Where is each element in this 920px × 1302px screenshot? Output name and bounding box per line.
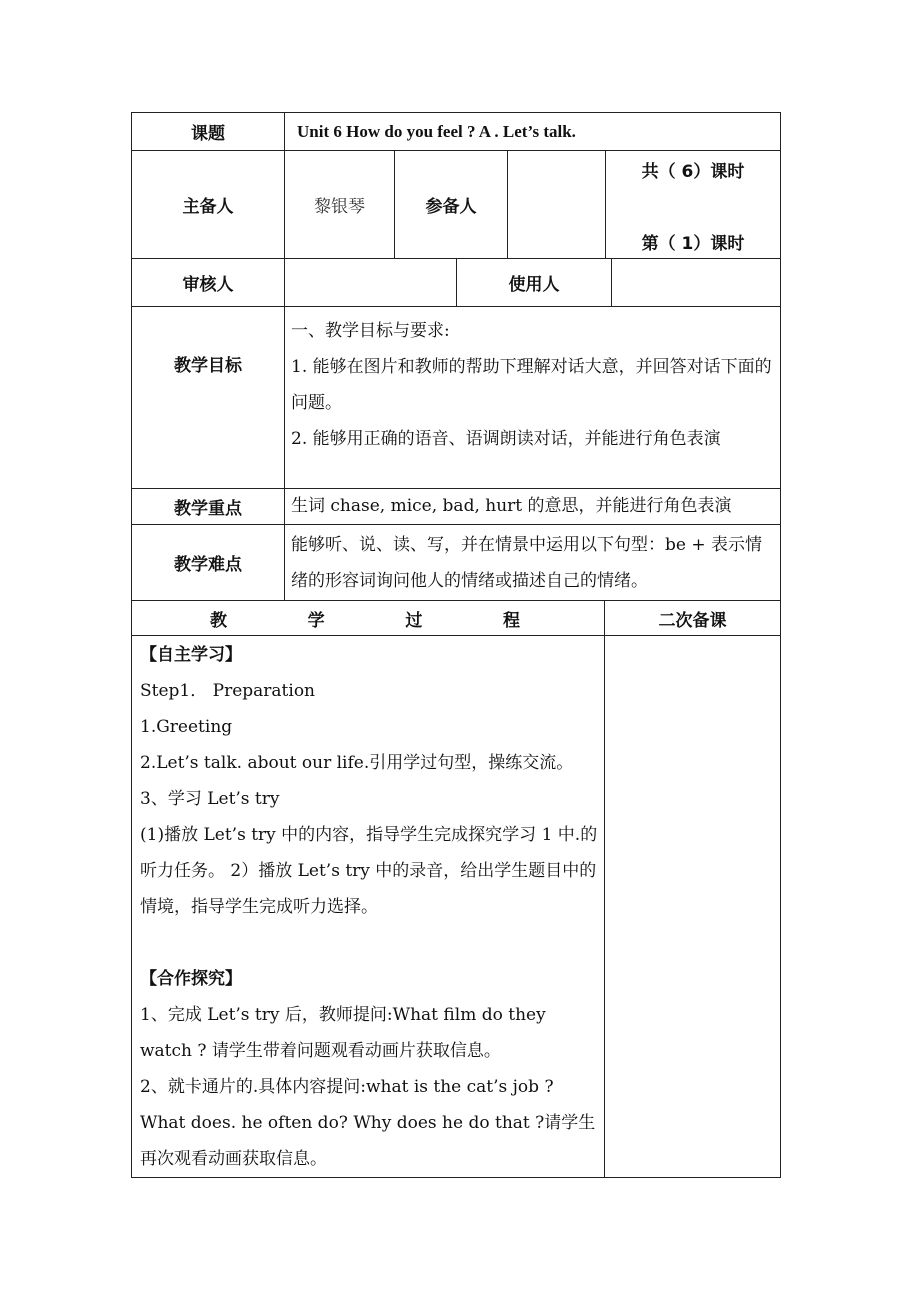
objectives-row: [131, 306, 781, 488]
objectives-heading: 一、教学目标与要求:: [291, 321, 450, 341]
user-value: [611, 259, 780, 306]
co-preparer-label: 参备人: [394, 151, 507, 258]
key-points-value: 生词 chase, mice, bad, hurt 的意思，并能进行角色表演: [284, 489, 780, 524]
difficult-points-row: [131, 524, 781, 600]
try-steps: (1)播放 Let’s try 中的内容，指导学生完成探究学习 1 中.的听力任务。 2）播放 Let’s try 中的录音，给出学生题目中的情境，指导学生完成听力选择。: [140, 825, 598, 917]
greeting: 1.Greeting: [140, 717, 233, 737]
objectives-content: [284, 307, 780, 488]
second-prep-notes: [604, 636, 780, 1177]
step1: Step1． Preparation: [140, 681, 315, 701]
main-preparer-label: 主备人: [182, 197, 234, 217]
learn-try: 3、学习 Let’s try: [140, 789, 280, 809]
process-char-3: 过: [405, 610, 423, 631]
lets-talk: 2.Let’s talk. about our life.引用学过句型，操练交流。: [140, 753, 574, 773]
reviewer-label: 审核人: [182, 275, 234, 295]
process-char-4: 程: [502, 610, 520, 631]
key-points-label: 教学重点: [174, 499, 242, 519]
objective-item-2: 2. 能够用正确的语音、语调朗读对话，并能进行角色表演: [291, 429, 721, 449]
coop-item-1: 1、完成 Let’s try 后，教师提问:What film do they watch ? 请学生带着问题观看动画片获取信息。: [140, 1005, 546, 1061]
process-header: [132, 601, 604, 635]
preparer-row: [131, 150, 781, 258]
spacer: [140, 925, 600, 961]
main-preparer-value: 黎银琴: [284, 151, 394, 258]
reviewer-value: [284, 259, 456, 306]
topic-value: Unit 6 How do you feel ? A . Let’s talk.: [284, 113, 780, 150]
process-header-row: [131, 600, 781, 635]
difficult-points-value: 能够听、说、读、写，并在情景中运用以下句型：be + 表示情绪的形容词询问他人的情绪或描述自己的情绪。: [284, 525, 780, 600]
co-preparer-value: [507, 151, 605, 258]
process-body-row: [131, 635, 781, 1178]
process-char-1: 教: [210, 610, 227, 631]
user-label: 使用人: [456, 259, 611, 306]
reviewer-row: [131, 258, 781, 306]
objectives-label: 教学目标: [174, 355, 242, 376]
topic-row: [131, 112, 781, 150]
second-prep-header: 二次备课: [604, 601, 780, 635]
coop-title: 【合作探究】: [140, 969, 242, 989]
coop-item-2: 2、就卡通片的.具体内容提问:what is the cat’s job ? What does. he often do? Why does he do that ?请学生再次观看动画获取信息。: [140, 1077, 596, 1169]
difficult-points-label: 教学难点: [174, 555, 242, 575]
process-char-2: 学: [307, 610, 325, 631]
topic-label: 课题: [191, 124, 225, 144]
period-cell: [605, 151, 780, 258]
self-study-title: 【自主学习】: [140, 645, 242, 665]
process-content: [132, 636, 604, 1177]
current-period: 第（ 1）课时: [641, 234, 745, 254]
total-periods: 共（ 6）课时: [641, 162, 745, 182]
objective-item-1: 1. 能够在图片和教师的帮助下理解对话大意，并回答对话下面的问题。: [291, 357, 772, 413]
key-points-row: [131, 488, 781, 524]
